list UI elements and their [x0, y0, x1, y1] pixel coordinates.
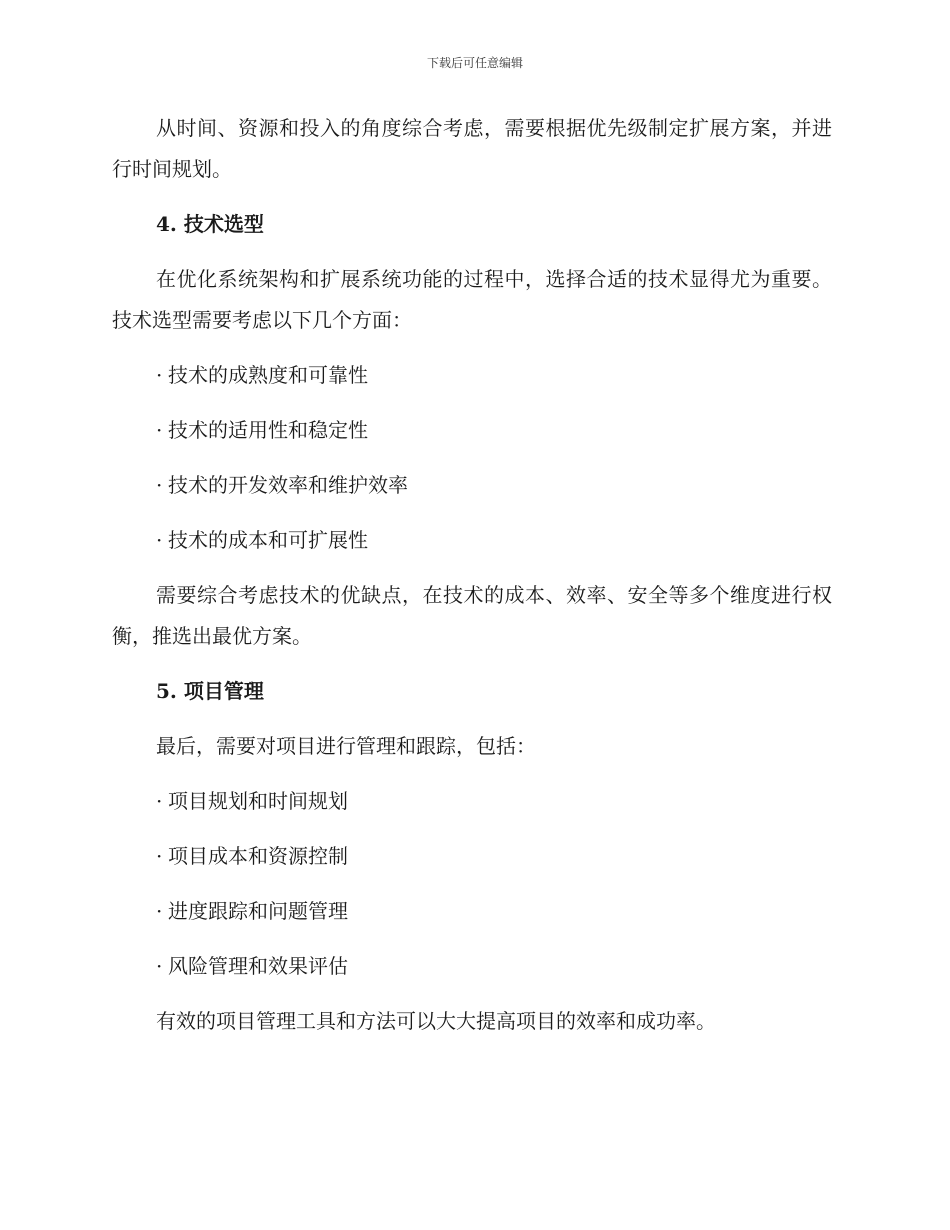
list-item: [112, 355, 832, 396]
list-item: [112, 410, 832, 451]
list-item-text: 进度跟踪和问题管理: [168, 899, 348, 923]
bullet-icon: ·: [156, 844, 163, 868]
list-item: [112, 781, 832, 822]
document-body: [112, 108, 832, 1056]
list-item-text: 技术的开发效率和维护效率: [168, 473, 408, 497]
list-item: [112, 520, 832, 561]
paragraph-planning: 从时间、资源和投入的角度综合考虑，需要根据优先级制定扩展方案，并进行时间规划。: [112, 116, 832, 181]
list-item: [112, 891, 832, 932]
paragraph-pm-intro: 最后，需要对项目进行管理和跟踪，包括：: [156, 734, 536, 758]
bullet-icon: ·: [156, 473, 163, 497]
paragraph-tech-conclusion: 需要综合考虑技术的优缺点，在技术的成本、效率、安全等多个维度进行权衡，推选出最优方案。: [112, 583, 832, 648]
bullet-icon: ·: [156, 954, 163, 978]
list-item-text: 技术的成本和可扩展性: [168, 528, 368, 552]
bullet-icon: ·: [156, 899, 163, 923]
bullet-icon: ·: [156, 789, 163, 813]
list-item: [112, 946, 832, 987]
bullet-icon: ·: [156, 418, 163, 442]
bullet-icon: ·: [156, 528, 163, 552]
bullet-icon: ·: [156, 363, 163, 387]
paragraph-pm-conclusion: 有效的项目管理工具和方法可以大大提高项目的效率和成功率。: [156, 1009, 716, 1033]
list-item: [112, 836, 832, 877]
paragraph-tech-intro: 在优化系统架构和扩展系统功能的过程中，选择合适的技术显得尤为重要。技术选型需要考虑以下几个方面：: [112, 267, 832, 332]
section-heading-project-management: 5. 项目管理: [156, 679, 264, 703]
list-item-text: 技术的成熟度和可靠性: [168, 363, 368, 387]
list-item: [112, 465, 832, 506]
list-item-text: 技术的适用性和稳定性: [168, 418, 368, 442]
list-item-text: 项目成本和资源控制: [168, 844, 348, 868]
list-item-text: 风险管理和效果评估: [168, 954, 348, 978]
page-header: 下载后可任意编辑: [426, 56, 523, 70]
section-heading-tech-selection: 4. 技术选型: [156, 212, 264, 236]
list-item-text: 项目规划和时间规划: [168, 789, 348, 813]
